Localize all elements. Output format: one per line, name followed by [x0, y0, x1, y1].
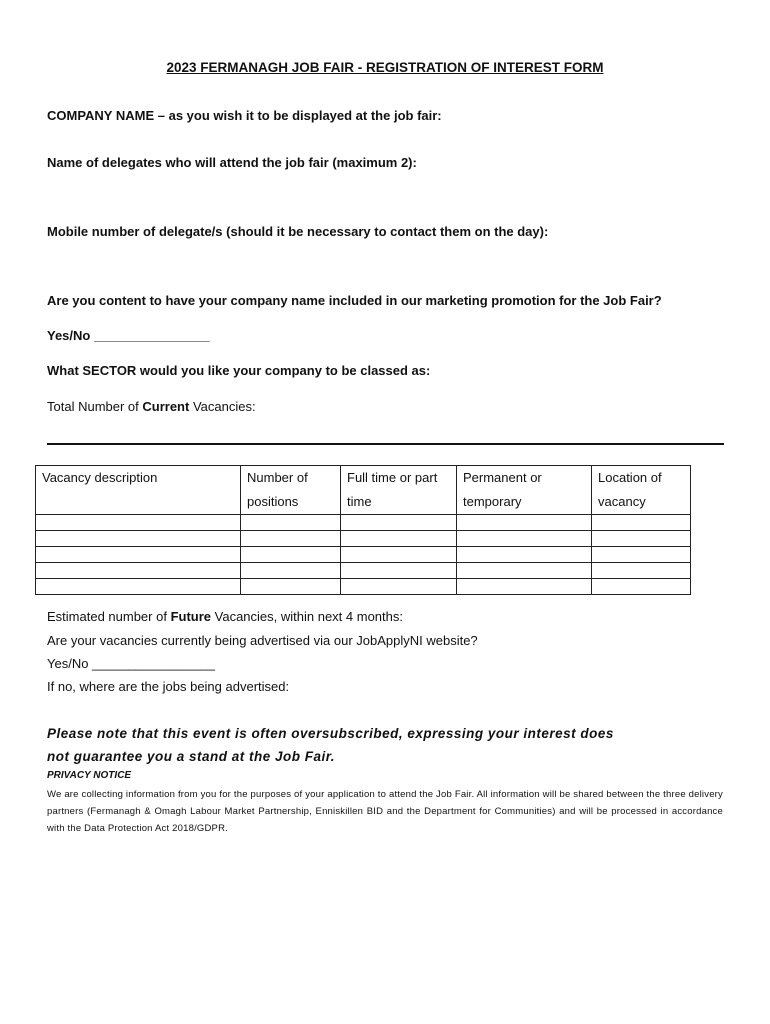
current-vacancies-suffix: Vacancies: — [189, 399, 256, 414]
header-text: Full time or part — [347, 470, 438, 485]
notice-line-1: Please note that this event is often oversubscribed, expressing your interest does — [47, 726, 614, 741]
header-text: Number of — [247, 470, 308, 485]
table-cell[interactable] — [341, 563, 457, 579]
header-full-or-part-time — [341, 466, 457, 515]
current-vacancies-label — [47, 399, 256, 414]
header-text: temporary — [463, 494, 522, 509]
table-row — [36, 579, 691, 595]
table-cell[interactable] — [457, 515, 592, 531]
table-cell[interactable] — [36, 531, 241, 547]
table-cell[interactable] — [241, 563, 341, 579]
table-cell[interactable] — [457, 563, 592, 579]
table-cell[interactable] — [241, 515, 341, 531]
privacy-text: We are collecting information from you for the purposes of your application to attend the Job Fair. All information will be shared between the three delivery partners (Fermanagh & Omagh Labour Market Partnership, Enniskillen BID and the Department for Communities) and will be processed in accordance with the Data Protection Act 2018/GDPR. — [47, 789, 723, 834]
table-cell[interactable] — [592, 531, 691, 547]
header-text: Location of — [598, 470, 662, 485]
jobapply-question: Are your vacancies currently being advertised via our JobApplyNI website? — [47, 633, 478, 648]
table-row — [36, 531, 691, 547]
current-vacancies-prefix: Total Number of — [47, 399, 143, 414]
header-number-of-positions — [241, 466, 341, 515]
table-cell[interactable] — [592, 579, 691, 595]
table-cell[interactable] — [592, 515, 691, 531]
header-text: Vacancy description — [42, 470, 158, 485]
sector-label: What SECTOR would you like your company to be classed as: — [47, 363, 431, 378]
header-permanent-or-temporary — [457, 466, 592, 515]
divider-line — [47, 443, 724, 445]
future-vacancies-prefix: Estimated number of — [47, 609, 171, 624]
header-vacancy-description — [36, 466, 241, 515]
table-cell[interactable] — [36, 547, 241, 563]
notice-line-2: not guarantee you a stand at the Job Fair. — [47, 749, 336, 764]
table-cell[interactable] — [36, 579, 241, 595]
marketing-question: Are you content to have your company name included in our marketing promotion for the Job Fair? — [47, 293, 662, 308]
table-cell[interactable] — [36, 563, 241, 579]
table-cell[interactable] — [36, 515, 241, 531]
table-row — [36, 563, 691, 579]
future-vacancies-suffix: Vacancies, within next 4 months: — [211, 609, 403, 624]
table-cell[interactable] — [241, 547, 341, 563]
table-cell[interactable] — [341, 531, 457, 547]
future-vacancies-label — [47, 609, 403, 624]
table-cell[interactable] — [457, 579, 592, 595]
mobile-label: Mobile number of delegate/s (should it be necessary to contact them on the day): — [47, 224, 549, 239]
privacy-heading: PRIVACY NOTICE — [47, 770, 132, 781]
oversubscribed-notice — [47, 722, 727, 768]
delegates-label: Name of delegates who will attend the job fair (maximum 2): — [47, 155, 417, 170]
company-name-label: COMPANY NAME – as you wish it to be displayed at the job fair: — [47, 108, 442, 123]
jobapply-yesno: Yes/No _________________ — [47, 656, 215, 671]
table-cell[interactable] — [457, 531, 592, 547]
table-cell[interactable] — [457, 547, 592, 563]
marketing-yesno: Yes/No ________________ — [47, 328, 210, 343]
header-text: positions — [247, 494, 299, 509]
header-location — [592, 466, 691, 515]
table-row — [36, 547, 691, 563]
table-cell[interactable] — [241, 579, 341, 595]
header-text: vacancy — [598, 494, 646, 509]
table-cell[interactable] — [341, 515, 457, 531]
table-header-row — [36, 466, 691, 515]
table-row — [36, 515, 691, 531]
header-text: time — [347, 494, 372, 509]
header-text: Permanent or — [463, 470, 542, 485]
table-cell[interactable] — [241, 531, 341, 547]
table-cell[interactable] — [592, 547, 691, 563]
form-title: 2023 FERMANAGH JOB FAIR - REGISTRATION OF INTEREST FORM — [166, 60, 604, 75]
table-cell[interactable] — [341, 547, 457, 563]
table-cell[interactable] — [592, 563, 691, 579]
current-vacancies-bold: Current — [142, 399, 190, 414]
advertised-where-label: If no, where are the jobs being advertised: — [47, 679, 290, 694]
vacancy-table — [35, 465, 691, 595]
table-cell[interactable] — [341, 579, 457, 595]
future-vacancies-bold: Future — [170, 609, 212, 624]
